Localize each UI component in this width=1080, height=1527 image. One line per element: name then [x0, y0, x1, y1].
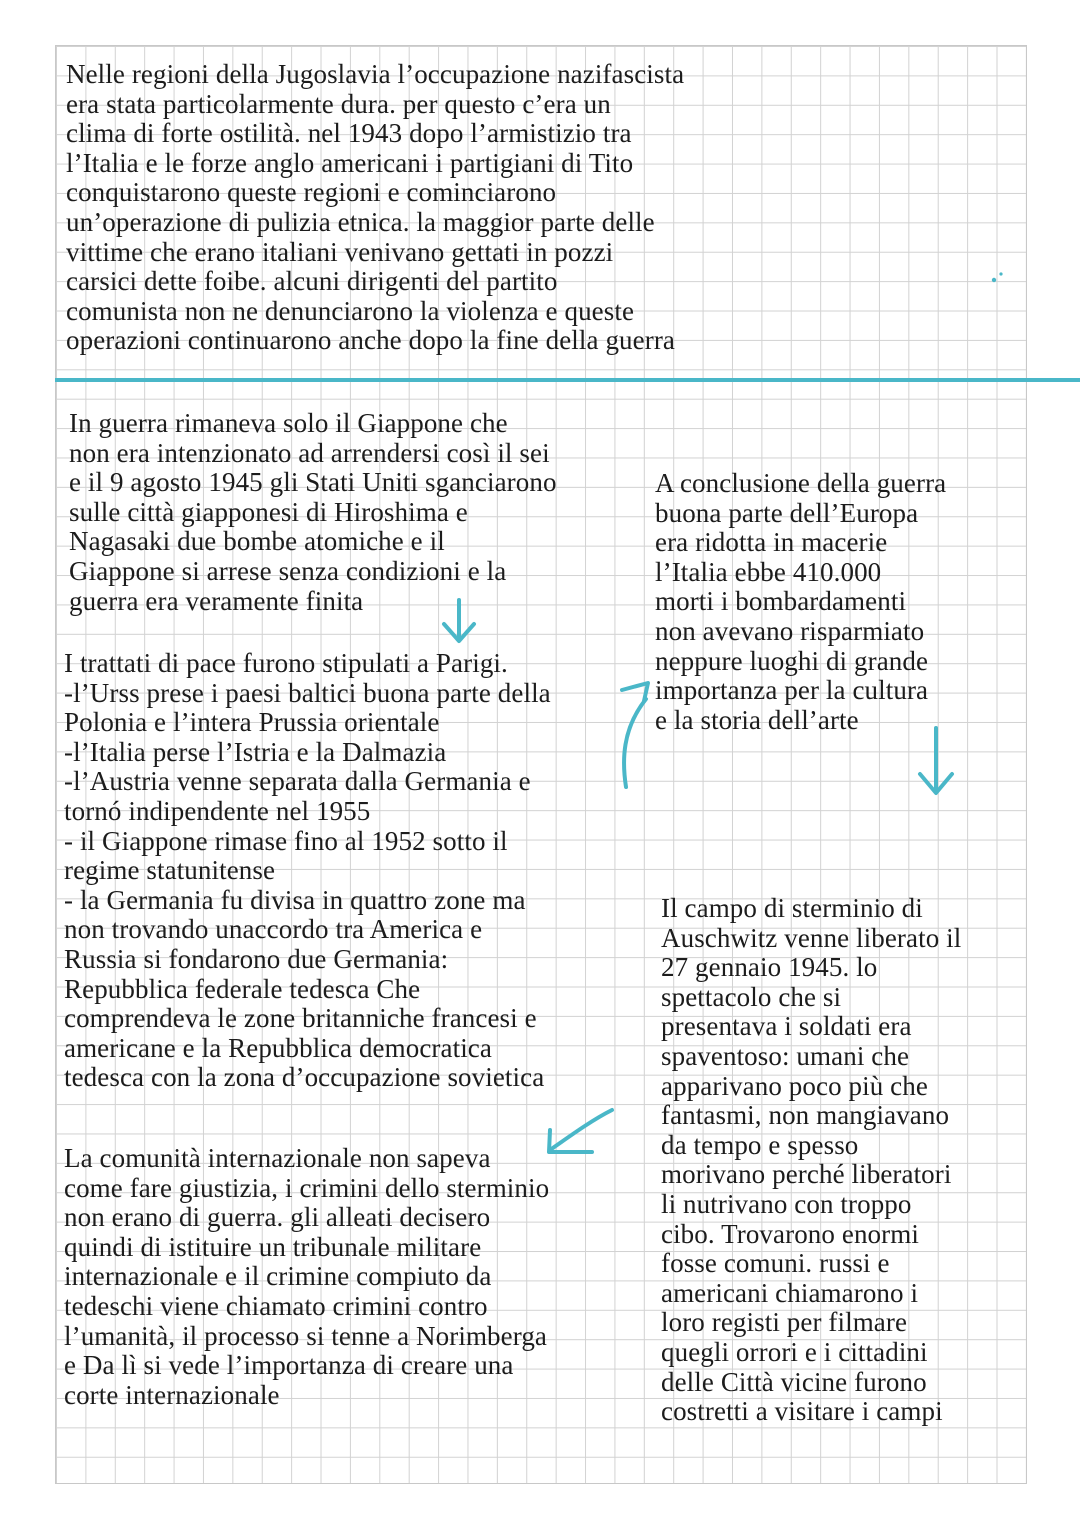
arrow-curved-left-icon — [540, 1104, 618, 1160]
dot-icon — [990, 268, 1006, 284]
note-norimberga: La comunità internazionale non sapeva come fare giustizia, i crimini dello sterminio non erano di guerra. gli alleati decisero quindi di istituire un tribunale militare internazionale e il crimine compiuto da tedeschi viene chiamato crimini contro l’umanità, il processo si tenne a Norimberga e Da lì si vede l’importanza di creare una corte internazionale — [64, 1143, 550, 1410]
arrow-down-icon — [914, 724, 958, 798]
note-trattati: I trattati di pace furono stipulati a Parigi. -l’Urss prese i paesi baltici buona parte della Polonia e l’intera Prussia orientale -l’Italia perse l’Istria e la Dalmazia -l’Austria venne separata dalla Germania e tornó indipendente nel 1955 - il Giappone rimase fino al 1952 sotto il regime statunitense - la Germania fu divisa in quattro zone ma non trovando unaccordo tra America e Russia si fondarono due Germania: Repubblica federale tedesca Che comprendeva le zone britanniche francesi e americane e la Repubblica democratica tedesca con la zona d’occupazione sovietica — [64, 648, 551, 1093]
arrow-curved-icon — [606, 673, 656, 795]
section-divider — [55, 378, 1080, 382]
arrow-down-icon — [438, 596, 480, 646]
note-auschwitz: Il campo di sterminio di Auschwitz venne liberato il 27 gennaio 1945. lo spettacolo che si presentava i soldati era spaventoso: umani che apparivano poco più che fantasmi, non mangiavano da tempo e spesso morivano perché liberatori li nutrivano con troppo cibo. Trovarono enormi fosse comuni. russi e americani chiamarono i loro registi per filmare quegli orrori e i cittadini delle Città vicine furono costretti a visitare i campi — [661, 893, 962, 1427]
note-conclusione: A conclusione della guerra buona parte dell’Europa era ridotta in macerie l’Italia ebbe 410.000 morti i bombardamenti non avevano risparmiato neppure luoghi di grande importanza per la cultura e la storia dell’arte — [655, 468, 947, 735]
note-jugoslavia: Nelle regioni della Jugoslavia l’occupazione nazifascista era stata particolarmente dura. per questo c’era un clima di forte ostilità. nel 1943 dopo l’armistizio tra l’Italia e le forze anglo americani i partigiani di Tito conquistarono queste regioni e cominciarono un’operazione di pulizia etnica. la maggior parte delle vittime che erano italiani venivano gettati in pozzi carsici dette foibe. alcuni dirigenti del partito comunista non ne denunciarono la violenza e queste operazioni continuarono anche dopo la fine della guerra — [66, 59, 685, 356]
note-giappone: In guerra rimaneva solo il Giappone che non era intenzionato ad arrendersi così il sei e il 9 agosto 1945 gli Stati Uniti sganciarono sulle città giapponesi di Hiroshima e Nagasaki due bombe atomiche e il Giappone si arrese senza condizioni e la guerra era veramente finita — [69, 408, 557, 616]
